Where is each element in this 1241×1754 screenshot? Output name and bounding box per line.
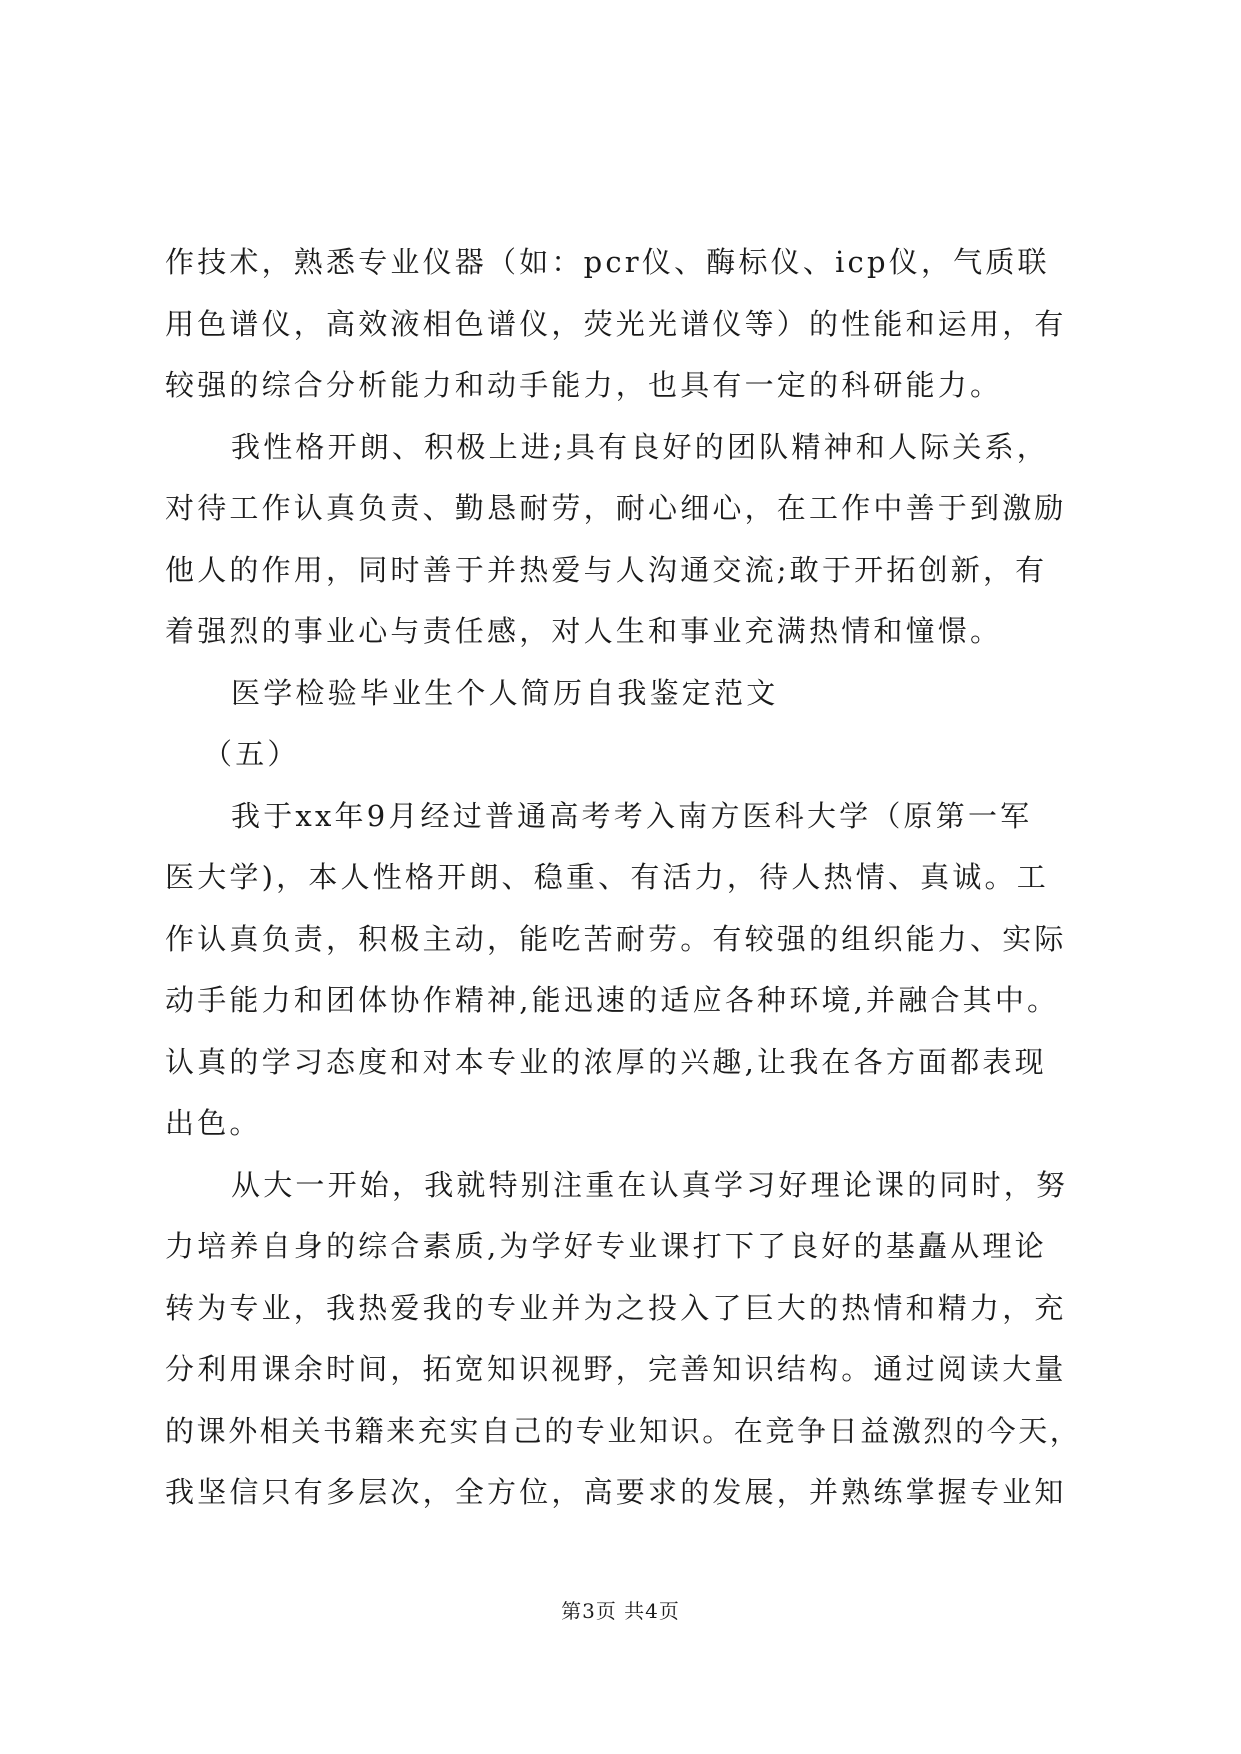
text-line: 我坚信只有多层次，全方位，高要求的发展，并熟练掌握专业知 [165, 1475, 1067, 1509]
text-line: 作认真负责，积极主动，能吃苦耐劳。有较强的组织能力、实际 [165, 921, 1067, 956]
text-line: 着强烈的事业心与责任感，对人生和事业充满热情和憧憬。 [165, 614, 1003, 648]
text-line: 用色谱仪，高效液相色谱仪，荧光光谱仪等）的性能和运用，有 [165, 306, 1067, 341]
paragraph-first-line: 从大一开始，我就特别注重在认真学习好理论课的同时，努 [231, 1167, 1069, 1202]
page-footer: 第3页 共4页 [561, 1599, 680, 1623]
paragraph-first-line: 我性格开朗、积极上进;具有良好的团队精神和人际关系， [231, 429, 1049, 464]
text-line: 的课外相关书籍来充实自己的专业知识。在竞争日益激烈的今天， [165, 1413, 1082, 1448]
paragraph-first-line: 我于xx年9月经过普通高考考入南方医科大学（原第一军 [231, 798, 1033, 833]
section-number: （五） [203, 737, 300, 771]
text-line: 他人的作用，同时善于并热爱与人沟通交流;敢于开拓创新，有 [165, 552, 1048, 587]
section-heading: 医学检验毕业生个人简历自我鉴定范文 [231, 675, 779, 710]
text-line: 分利用课余时间，拓宽知识视野，完善知识结构。通过阅读大量 [165, 1352, 1067, 1386]
text-line: 作技术，熟悉专业仪器（如：pcr仪、酶标仪、icp仪，气质联 [165, 245, 1050, 279]
text-line: 力培养自身的综合素质,为学好专业课打下了良好的基矗从理论 [165, 1229, 1047, 1263]
text-line: 动手能力和团体协作精神,能迅速的适应各种环境,并融合其中。 [165, 983, 1060, 1017]
text-line: 认真的学习态度和对本专业的浓厚的兴趣,让我在各方面都表现 [165, 1044, 1047, 1079]
text-line: 对待工作认真负责、勤恳耐劳，耐心细心，在工作中善于到激励 [165, 491, 1067, 525]
body-text [165, 232, 1085, 1524]
text-line: 较强的综合分析能力和动手能力，也具有一定的科研能力。 [165, 368, 1003, 402]
text-line: 转为专业，我热爱我的专业并为之投入了巨大的热情和精力，充 [165, 1290, 1067, 1325]
text-line: 出色。 [165, 1106, 262, 1140]
text-line: 医大学)，本人性格开朗、稳重、有活力，待人热情、真诚。工 [165, 860, 1049, 894]
